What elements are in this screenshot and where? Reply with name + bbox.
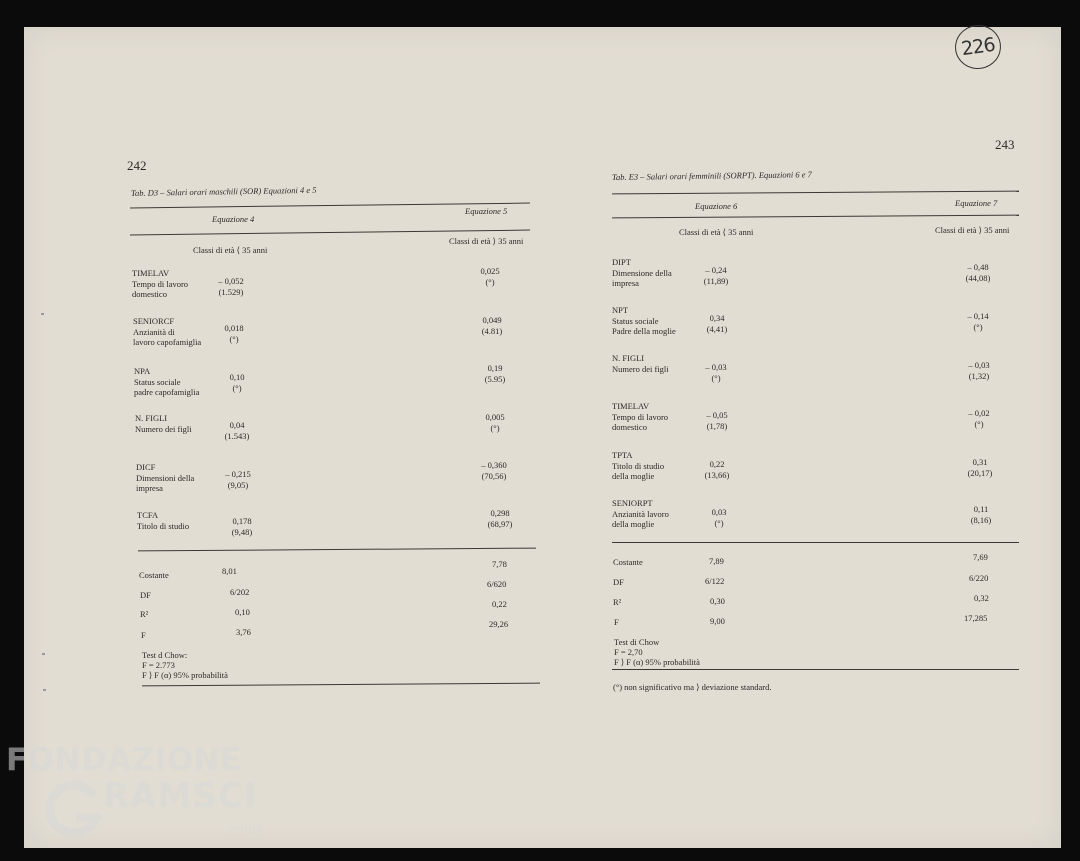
right-row-npt-eq7: – 0,14 (°) bbox=[967, 311, 989, 332]
right-eq6-header: Equazione 6 bbox=[695, 201, 738, 211]
left-stat-df-label: DF bbox=[140, 590, 151, 600]
left-page-number: 242 bbox=[127, 158, 147, 173]
right-row-npt-eq6: 0,34 (4,41) bbox=[706, 313, 728, 334]
right-row-nfigli-eq6: – 0,03 (°) bbox=[705, 362, 727, 383]
right-row-nfigli-eq7: – 0,03 (1,32) bbox=[968, 360, 990, 381]
left-stat-r2-label: R² bbox=[140, 609, 149, 619]
left-row-npa-eq4: 0,10 (°) bbox=[229, 372, 245, 393]
left-row-seniorcf: SENIORCF Anzianità di lavoro capofamiglia bbox=[133, 316, 202, 347]
right-stat-r2-eq6: 0,30 bbox=[710, 596, 725, 606]
left-eq5-header: Equazione 5 bbox=[465, 206, 508, 216]
left-stat-f-label: F bbox=[141, 630, 146, 640]
left-row-timelav: TIMELAV Tempo di lavoro domestico bbox=[132, 268, 189, 299]
right-rule-stats bbox=[612, 542, 1019, 543]
watermark-gramsci: RAMSCI bbox=[103, 776, 258, 816]
right-row-tpta: TPTA Titolo di studio della moglie bbox=[612, 450, 665, 481]
left-row-tcfa-eq5: 0,298 (68,97) bbox=[487, 508, 513, 529]
left-class-eq5: Classi di età ⟩ 35 anni bbox=[449, 236, 524, 246]
right-eq7-header: Equazione 7 bbox=[955, 198, 998, 208]
scan-speck bbox=[43, 689, 46, 691]
right-row-tpta-eq6: 0,22 (13,66) bbox=[704, 459, 730, 480]
right-stat-costante-eq7: 7,69 bbox=[973, 552, 988, 562]
right-stat-df-label: DF bbox=[613, 577, 624, 587]
left-row-nfigli: N. FIGLI Numero dei figli bbox=[135, 413, 192, 434]
right-page-number: 243 bbox=[995, 137, 1015, 152]
right-row-timelav-eq7: – 0,02 (°) bbox=[968, 408, 990, 429]
left-stat-costante-eq4: 8,01 bbox=[222, 566, 237, 576]
right-table-title: Tab. E3 – Salari orari femminili (SORPT). Equazioni 6 e 7 bbox=[611, 169, 812, 182]
left-stat-df-eq5: 6/620 bbox=[487, 579, 507, 589]
left-stat-r2-eq5: 0,22 bbox=[492, 599, 507, 609]
right-row-seniorpt-eq7: 0,11 (8,16) bbox=[970, 504, 992, 525]
right-row-nfigli: N. FIGLI Numero dei figli bbox=[612, 353, 669, 374]
right-stat-r2-label: R² bbox=[613, 597, 622, 607]
left-row-dicf: DICF Dimensioni della impresa bbox=[136, 462, 195, 493]
left-eq4-header: Equazione 4 bbox=[212, 214, 255, 224]
right-row-tpta-eq7: 0,31 (20,17) bbox=[967, 457, 993, 478]
right-class-eq7: Classi di età ⟩ 35 anni bbox=[935, 225, 1010, 235]
watermark-onlus: onlus bbox=[228, 822, 263, 837]
right-row-timelav-eq6: – 0,05 (1,78) bbox=[706, 410, 728, 431]
right-row-timelav: TIMELAV Tempo di lavoro domestico bbox=[612, 401, 669, 432]
right-stat-f-label: F bbox=[614, 617, 619, 627]
right-stat-costante-eq6: 7,89 bbox=[709, 556, 724, 566]
left-stat-f-eq5: 29,26 bbox=[489, 619, 509, 629]
left-row-tcfa-eq4: 0,178 (9,48) bbox=[231, 516, 253, 537]
handwritten-page-number: 226 bbox=[952, 22, 1004, 72]
right-rule-bottom bbox=[612, 669, 1019, 670]
left-row-dicf-eq5: – 0,360 (70,56) bbox=[481, 460, 507, 481]
left-stat-f-eq4: 3,76 bbox=[236, 627, 251, 637]
scan-speck bbox=[41, 313, 44, 315]
left-chow-test: Test d Chow: F = 2.773 F ⟩ F (α) 95% probabilità bbox=[142, 650, 228, 680]
left-stat-r2-eq4: 0,10 bbox=[235, 607, 250, 617]
left-row-tcfa: TCFA Titolo di studio bbox=[137, 510, 190, 531]
left-row-npa: NPA Status sociale padre capofamiglia bbox=[134, 366, 200, 397]
left-stat-costante-label: Costante bbox=[139, 570, 169, 580]
left-stat-costante-eq5: 7,78 bbox=[492, 559, 507, 569]
left-table-title: Tab. D3 – Salari orari maschili (SOR) Equazioni 4 e 5 bbox=[130, 184, 317, 198]
right-row-seniorpt-eq6: 0,03 (°) bbox=[711, 507, 727, 528]
left-row-seniorcf-eq5: 0,049 (4.81) bbox=[481, 315, 503, 336]
right-stat-df-eq6: 6/122 bbox=[705, 576, 725, 586]
right-stat-f-eq6: 9,00 bbox=[710, 616, 725, 626]
left-row-dicf-eq4: – 0,215 (9,05) bbox=[225, 469, 251, 490]
right-class-eq6: Classi di età ⟨ 35 anni bbox=[679, 227, 754, 237]
right-stat-df-eq7: 6/220 bbox=[969, 573, 989, 583]
left-row-nfigli-eq4: 0,04 (1.543) bbox=[224, 420, 250, 441]
right-stat-r2-eq7: 0,32 bbox=[974, 593, 989, 603]
left-stat-df-eq4: 6/202 bbox=[230, 587, 250, 597]
left-row-npa-eq5: 0,19 (5.95) bbox=[484, 363, 506, 384]
left-row-timelav-eq5: 0,025 (°) bbox=[480, 266, 500, 287]
scan-speck bbox=[42, 653, 45, 655]
right-stat-f-eq7: 17,285 bbox=[964, 613, 988, 623]
right-row-dipt-eq6: – 0,24 (11,89) bbox=[703, 265, 729, 286]
document-sheet bbox=[24, 27, 1061, 848]
right-footnote: (°) non significativo ma ⟩ deviazione standard. bbox=[613, 682, 772, 692]
left-row-seniorcf-eq4: 0,018 (°) bbox=[224, 323, 244, 344]
right-row-npt: NPT Status sociale Padre della moglie bbox=[612, 305, 676, 336]
right-row-dipt: DIPT Dimensione della impresa bbox=[612, 257, 672, 288]
right-stat-costante-label: Costante bbox=[613, 557, 643, 567]
right-row-dipt-eq7: – 0,48 (44,08) bbox=[965, 262, 991, 283]
right-row-seniorpt: SENIORPT Anzianità lavoro della moglie bbox=[612, 498, 669, 529]
watermark-g-logo-icon bbox=[42, 778, 104, 840]
right-chow-test: Test di Chow F = 2,70 F ⟩ F (α) 95% probabilità bbox=[614, 637, 700, 667]
left-row-timelav-eq4: – 0,052 (1.529) bbox=[218, 276, 244, 297]
left-class-eq4: Classi di età ⟨ 35 anni bbox=[193, 245, 268, 255]
watermark-fondazione: FONDAZIONE bbox=[6, 742, 242, 778]
left-row-nfigli-eq5: 0,005 (°) bbox=[485, 412, 505, 433]
